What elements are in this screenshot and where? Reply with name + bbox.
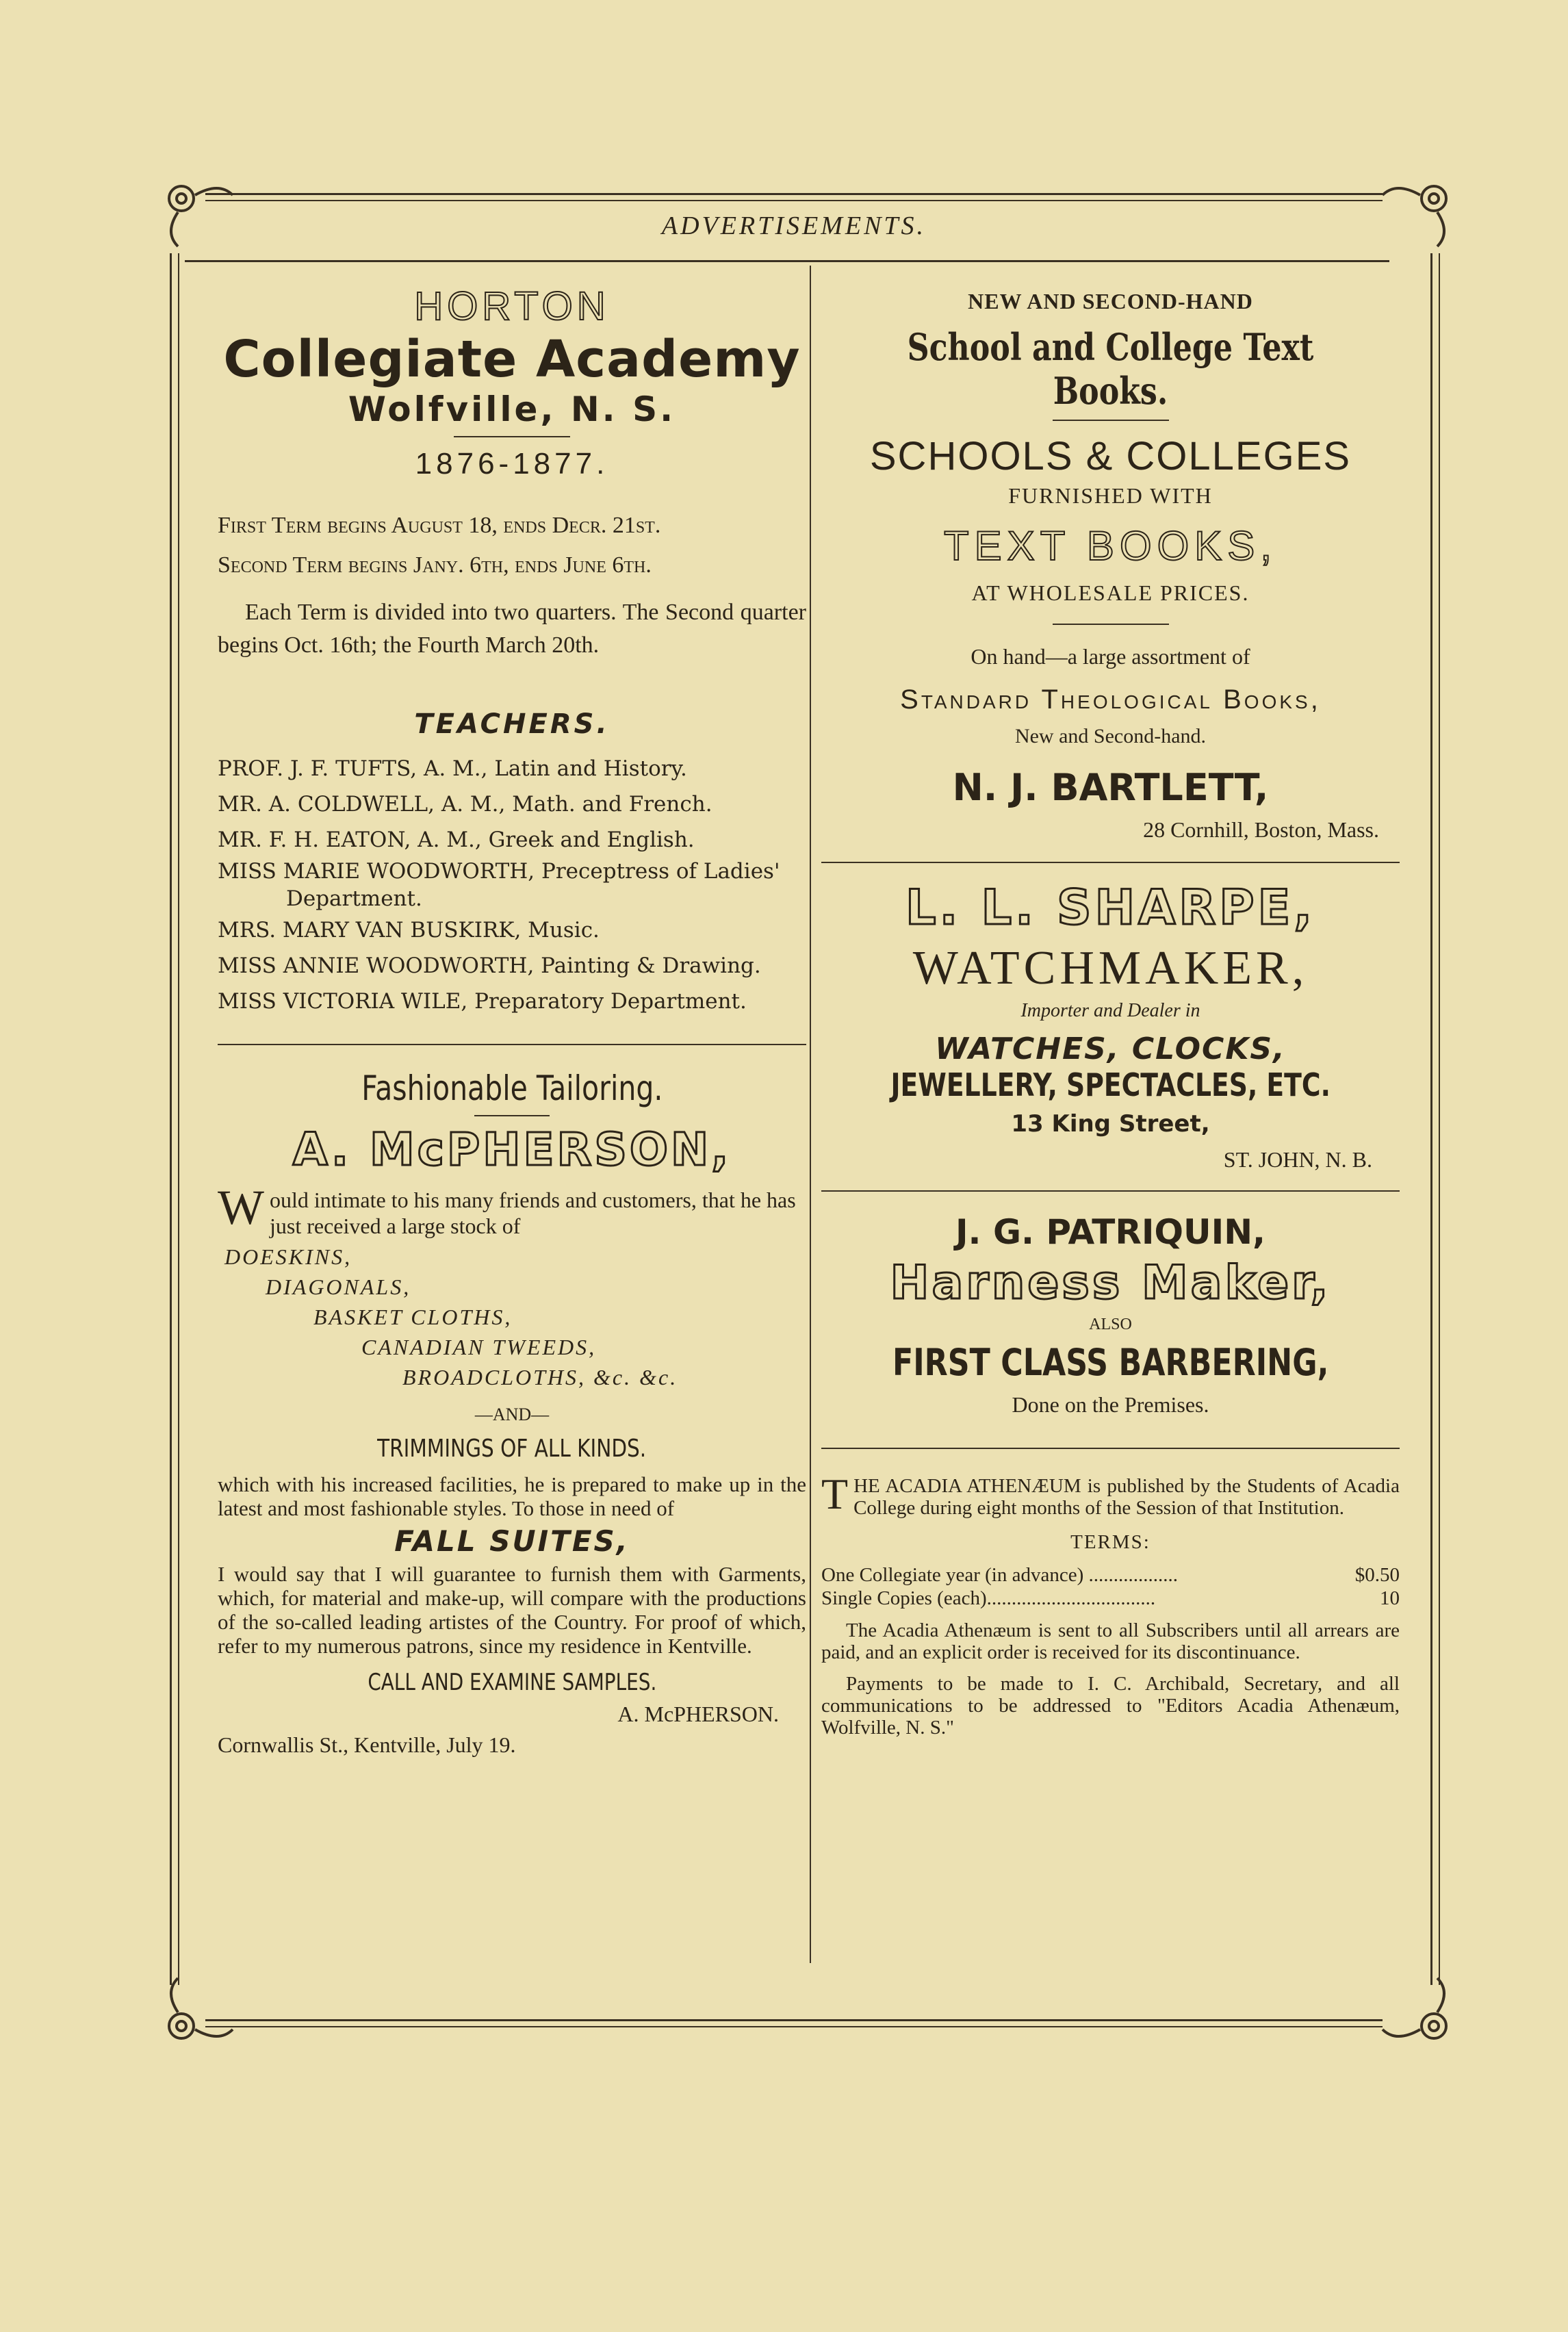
sharpe-city: ST. JOHN, N. B.: [1223, 1147, 1372, 1172]
bartlett-address: 28 Cornhill, Boston, Mass.: [1143, 817, 1379, 842]
frame-bottom-rule: [205, 2019, 1383, 2027]
horton-place: Wolfville, N. S.: [348, 389, 676, 429]
teachers-list: [218, 751, 806, 1019]
athenaeum-intro-text: HE ACADIA ATHENÆUM is published by the Students of Acadia College during eight months of the Session of that Institution.: [853, 1475, 1400, 1519]
terms-row: [821, 1587, 1400, 1610]
bartlett-line4: FURNISHED WITH: [1008, 483, 1213, 508]
sharpe-street: 13 King Street,: [1011, 1110, 1210, 1138]
goods-item: BASKET CLOTHS,: [313, 1305, 513, 1329]
tailoring-para2: I would say that I will guarantee to furnish them with Garments, which, for material and make-up, will compare with the productions of the so-called leading artistes of the Country. For proof of which, refer to my numerous patrons, since my residence in Kentville.: [218, 1562, 806, 1658]
left-column: [218, 274, 806, 1758]
sharpe-goods1: WATCHES, CLOCKS,: [935, 1032, 1286, 1066]
bartlett-line1: NEW AND SECOND-HAND: [968, 289, 1253, 313]
teacher-item: MRS. MARY VAN BUSKIRK, Music.: [218, 918, 600, 943]
terms-row: [821, 1563, 1400, 1587]
goods-item: DOESKINS,: [224, 1244, 352, 1269]
tailoring-para1: which with his increased facilities, he is prepared to make up in the latest and most fashionable styles. To those in need of: [218, 1472, 806, 1520]
call-line: CALL AND EXAMINE SAMPLES.: [368, 1669, 656, 1696]
patriquin-also: ALSO: [1089, 1316, 1132, 1333]
goods-item: DIAGONALS,: [266, 1274, 411, 1299]
tailoring-intro: [218, 1180, 806, 1239]
teacher-item: MR. A. COLDWELL, A. M., Math. and French.: [218, 792, 712, 817]
tailoring-heading: Fashionable Tailoring.: [361, 1068, 663, 1108]
sharpe-name: L. L. SHARPE,: [905, 880, 1315, 936]
rule: [1053, 624, 1169, 625]
rule: [454, 436, 570, 437]
terms-row-label: Single Copies (each)..................................: [821, 1587, 1156, 1609]
frame-right-rule: [1430, 253, 1440, 1985]
section-rule: [821, 1190, 1400, 1192]
horton-subtitle: Collegiate Academy: [223, 330, 801, 389]
bartlett-line8: Standard Theological Books,: [900, 684, 1321, 715]
horton-ad: [218, 283, 806, 1019]
section-rule: [218, 1044, 806, 1045]
tailoring-signature: A. McPHERSON.: [617, 1702, 779, 1726]
horton-years: 1876-1877.: [415, 447, 609, 481]
horton-quarters: Each Term is divided into two quarters. The Second quarter begins Oct. 16th; the Fourth March 20th.: [218, 600, 806, 658]
athenaeum-para2: The Acadia Athenæum is sent to all Subscribers until all arrears are paid, and an explicit order is received for its discontinuance.: [821, 1619, 1400, 1663]
athenaeum-intro: [821, 1470, 1400, 1519]
teacher-item: MISS VICTORIA WILE, Preparatory Department.: [218, 989, 747, 1014]
bartlett-ad: [821, 289, 1400, 843]
teacher-item: PROF. J. F. TUFTS, A. M., Latin and History.: [218, 756, 687, 781]
terms-row-value: $0.50: [1354, 1564, 1400, 1586]
page-header: ADVERTISEMENTS.: [661, 212, 927, 240]
bartlett-name: N. J. BARTLETT,: [952, 766, 1269, 809]
tailoring-ad: [218, 1068, 806, 1758]
corner-ornament-icon: [1376, 1975, 1458, 2050]
goods-item: CANADIAN TWEEDS,: [361, 1335, 597, 1359]
athenaeum-para3: Payments to be made to I. C. Archibald, Secretary, and all communications to be addressed to "Editors Acadia Athenæum, Wolfville, N. S.": [821, 1673, 1400, 1739]
sharpe-goods2: JEWELLERY, SPECTACLES, ETC.: [890, 1066, 1331, 1103]
horton-term2: Second Term begins Jany. 6th, ends June 6th.: [218, 552, 652, 578]
bartlett-line2: School and College Text Books.: [907, 325, 1314, 413]
rule: [474, 1115, 550, 1116]
teacher-item: Department.: [286, 886, 422, 911]
bartlett-line6: AT WHOLESALE PRICES.: [971, 580, 1250, 605]
teacher-item: MR. F. H. EATON, A. M., Greek and English.: [218, 828, 695, 852]
rule: [1053, 420, 1169, 421]
horton-term1: First Term begins August 18, ends Decr. 21st.: [218, 513, 661, 538]
corner-ornament-icon: [157, 1975, 240, 2050]
tailoring-address: Cornwallis St., Kentville, July 19.: [218, 1732, 516, 1757]
patriquin-barber: FIRST CLASS BARBERING,: [892, 1341, 1329, 1384]
header-rule: [185, 260, 1389, 262]
drop-cap: T: [821, 1470, 849, 1518]
sharpe-trade: WATCHMAKER,: [912, 942, 1309, 995]
teacher-item: MISS MARIE WOODWORTH, Preceptress of Ladies': [218, 859, 780, 884]
terms-row-label: One Collegiate year (in advance) ..................: [821, 1564, 1179, 1586]
teachers-heading: TEACHERS.: [414, 708, 610, 740]
column-divider: [810, 266, 811, 1963]
athenaeum-terms: TERMS:: [1070, 1531, 1151, 1553]
frame-left-rule: [170, 253, 179, 1985]
sharpe-importer: Importer and Dealer in: [1020, 1000, 1200, 1021]
goods-list: [218, 1242, 806, 1392]
bartlett-line3: SCHOOLS & COLLEGES: [869, 434, 1352, 478]
tailoring-name: A. McPHERSON,: [292, 1123, 732, 1176]
horton-name: HORTON: [414, 284, 610, 329]
tailoring-intro-text: ould intimate to his many friends and customers, that he has just received a large stock of: [269, 1188, 796, 1238]
teacher-item: MISS ANNIE WOODWORTH, Painting & Drawing.: [218, 953, 761, 978]
and-line: —AND—: [474, 1405, 550, 1424]
trimmings-line: TRIMMINGS OF ALL KINDS.: [377, 1435, 647, 1463]
bartlett-line7: On hand—a large assortment of: [971, 644, 1250, 669]
patriquin-trade: Harness Maker,: [890, 1256, 1331, 1310]
section-rule: [821, 862, 1400, 863]
goods-item: BROADCLOTHS, &c. &c.: [402, 1365, 678, 1389]
athenaeum-notice: [821, 1470, 1400, 1739]
bartlett-line9: New and Second-hand.: [1014, 725, 1207, 747]
fall-suites: FALL SUITES,: [394, 1524, 630, 1558]
bartlett-line5: TEXT BOOKS,: [944, 523, 1277, 569]
patriquin-done: Done on the Premises.: [1012, 1392, 1209, 1417]
right-column: [821, 274, 1400, 1739]
terms-row-value: 10: [1380, 1587, 1400, 1609]
drop-cap: W: [218, 1180, 264, 1235]
frame-top-rule: [205, 193, 1383, 201]
sharpe-ad: [821, 880, 1400, 1173]
patriquin-name: J. G. PATRIQUIN,: [955, 1212, 1266, 1252]
section-rule: [821, 1448, 1400, 1449]
patriquin-ad: [821, 1212, 1400, 1418]
